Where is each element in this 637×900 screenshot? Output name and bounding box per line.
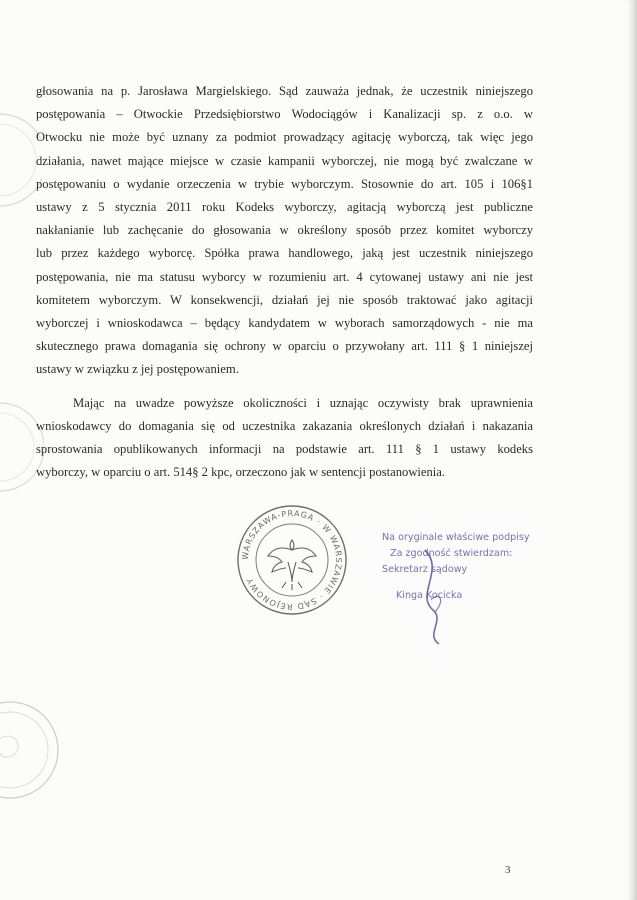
paragraph-1-line: postępowania, nie ma statusu wyborcy w rozumieniu art. 4 cytowanej ustawy ani nie jest bbox=[36, 269, 533, 284]
court-seal-text: WARSZAWA-PRAGA · W WARSZAWIE · SĄD REJONOWY bbox=[240, 508, 344, 612]
stamp-original-signatures: Na oryginale właściwe podpisy bbox=[382, 532, 530, 543]
paragraph-1-line: ustawy w związku z jej postępowaniem. bbox=[36, 362, 239, 377]
paragraph-1-line: działania, nawet mające miejsce w czasie kampanii wyborczej, nie mogą być zwalczane w bbox=[36, 153, 533, 168]
stamp-court-secretary: Sekretarz sądowy bbox=[382, 564, 468, 575]
paragraph-1-line: lub przez każdego wyborcę. Spółka prawa handlowego, jaką jest uczestnik niniejszego bbox=[36, 246, 533, 261]
stamp-secretary-name: Kinga Kocicka bbox=[396, 590, 463, 601]
stamp-conformity-statement: Za zgodność stwierdzam: bbox=[390, 548, 513, 559]
page-number: 3 bbox=[505, 864, 511, 876]
paragraph-2-line: wnioskodawcy do domagania się od uczestnika zakazania określonych działań i nakazania bbox=[36, 418, 533, 433]
paragraph-2-line: wyborczy, w oparciu o art. 514§ 2 kpc, orzeczono jak w sentencji postanowienia. bbox=[36, 465, 446, 480]
court-seal bbox=[232, 500, 352, 620]
paragraph-2 bbox=[36, 392, 533, 485]
paragraph-1-line: ustawy z 5 stycznia 2011 roku Kodeks wyborczy, agitacją wyborczą jest publiczne bbox=[36, 200, 533, 215]
paragraph-1-line: skutecznego prawa domagania się ochrony w oparciu o przywołany art. 111 § 1 niniejszej bbox=[36, 339, 533, 354]
paragraph-1-line: nakłanianie lub zachęcanie do głosowania w określony sposób przez komitet wyborczy bbox=[36, 223, 533, 238]
paragraph-2-line: sprostowania opublikowanych informacji na podstawie art. 111 § 1 ustawy kodeks bbox=[36, 442, 533, 457]
eagle-emblem-icon bbox=[268, 540, 316, 590]
paragraph-1-line: postępowania – Otwockie Przedsiębiorstwo Wodociągów i Kanalizacji sp. z o.o. w bbox=[36, 107, 533, 122]
left-margin-seal-bottom bbox=[0, 690, 64, 810]
paragraph-1-line: Otwocku nie może być uznany za podmiot prowadzący agitację wyborczą, tak więc jego bbox=[36, 130, 533, 145]
paragraph-2-line: Mając na uwadze powyższe okoliczności i uznając oczywisty brak uprawnienia bbox=[73, 395, 533, 410]
paragraph-1-line: postępowaniu o wydanie orzeczenia w trybie wyborczym. Stosownie do art. 105 i 106§1 bbox=[36, 176, 533, 191]
handwritten-signature bbox=[395, 540, 485, 650]
paragraph-1-line: głosowania na p. Jarosława Margielskiego. Sąd zauważa jednak, że uczestnik niniejszego bbox=[36, 84, 533, 98]
paragraph-1-line: komitetem wyborczym. W konsekwencji, działań jej nie sposób traktować jako agitacji bbox=[36, 292, 533, 307]
page-edge-shadow bbox=[627, 0, 637, 900]
decision-text bbox=[36, 80, 533, 484]
paragraph-1-line: wyborczej i wnioskodawca – będący kandydatem w wyborach samorządowych - nie ma bbox=[36, 316, 533, 331]
